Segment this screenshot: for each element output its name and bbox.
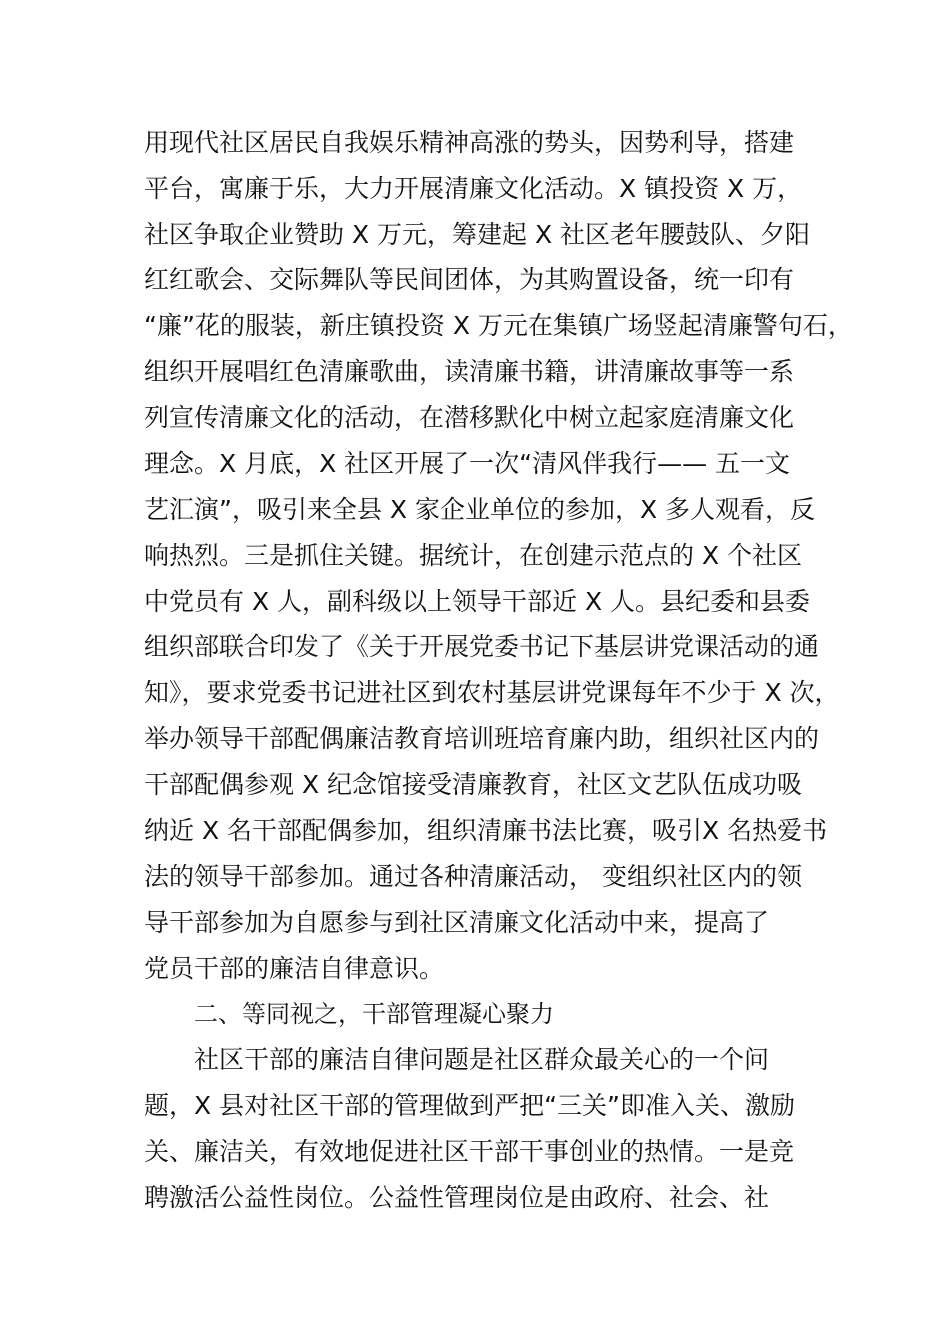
- text-line: 社区争取企业赞助 X 万元，筹建起 X 社区老年腰鼓队、夕阳: [144, 220, 811, 249]
- text-line: 党员干部的廉洁自律意识。: [144, 954, 445, 983]
- text-line: 知》，要求党委书记进社区到农村基层讲党课每年不少于 X 次，: [144, 678, 840, 707]
- text-line: 举办领导干部配偶廉洁教育培训班培育廉内助，组织社区内的: [144, 724, 820, 753]
- text-line: 平台，寓廉于乐，大力开展清廉文化活动。X 镇投资 X 万，: [144, 174, 803, 203]
- text-line: 中党员有 X 人，副科级以上领导干部近 X 人。县纪委和县委: [144, 587, 811, 616]
- section-heading: 二、等同视之，干部管理凝心聚力: [194, 1000, 554, 1028]
- text-line: 理念。X 月底，X 社区开展了一次“清风伴我行—— 五一文: [144, 449, 791, 478]
- text-line: 艺汇演”，吸引来全县 X 家企业单位的参加，X 多人观看，反: [144, 495, 816, 524]
- text-line: 题，X 县对社区干部的管理做到严把“三关”即准入关、激励: [144, 1091, 795, 1120]
- text-line: 导干部参加为自愿参与到社区清廉文化活动中来，提高了: [144, 908, 770, 937]
- text-line: 纳近 X 名干部配偶参加，组织清廉书法比赛，吸引X 名热爱书: [144, 816, 828, 845]
- text-line: 干部配偶参观 X 纪念馆接受清廉教育，社区文艺队伍成功吸: [144, 770, 803, 799]
- text-line: 红红歌会、交际舞队等民间团体，为其购置设备，统一印有: [144, 265, 795, 294]
- text-line: 用现代社区居民自我娱乐精神高涨的势头，因势利导，搭建: [144, 128, 795, 157]
- text-line: 列宣传清廉文化的活动，在潜移默化中树立起家庭清廉文化: [144, 403, 795, 432]
- text-line: 组织部联合印发了《关于开展党委书记下基层讲党课活动的通: [144, 632, 820, 661]
- text-line: 响热烈。三是抓住关键。据统计，在创建示范点的 X 个社区: [144, 541, 803, 570]
- text-line: 社区干部的廉洁自律问题是社区群众最关心的一个问: [194, 1045, 770, 1074]
- text-line: 关、廉洁关，有效地促进社区干部干事创业的热情。一是竞: [144, 1137, 795, 1166]
- text-line: 组织开展唱红色清廉歌曲，读清廉书籍，讲清廉故事等一系: [144, 357, 795, 386]
- text-line: 法的领导干部参加。通过各种清廉活动， 变组织社区内的领: [144, 862, 802, 891]
- text-line: 聘激活公益性岗位。公益性管理岗位是由政府、社会、社: [144, 1183, 770, 1212]
- text-line: “廉”花的服装，新庄镇投资 X 万元在集镇广场竖起清廉警句石，: [144, 311, 853, 340]
